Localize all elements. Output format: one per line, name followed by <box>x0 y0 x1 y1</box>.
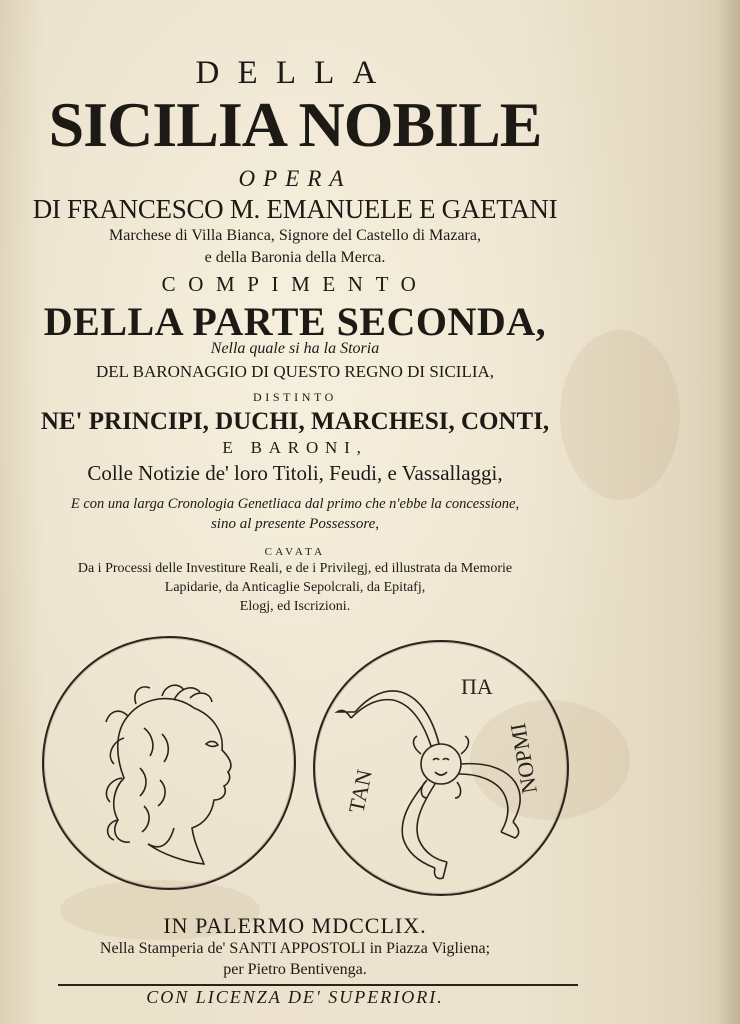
title-parte-seconda: DELLA PARTE SECONDA, <box>43 299 547 344</box>
inscription-bottom: ΝΟΡΜΙ <box>504 721 542 796</box>
description-baronaggio: DEL BARONAGGIO DI QUESTO REGNO DI SICILIA, <box>95 362 495 381</box>
inscription-left: ΤΑΝ <box>343 767 377 816</box>
notizie-line: Colle Notizie de' loro Titoli, Feudi, e Vassallaggi, <box>87 461 503 485</box>
right-medal <box>313 640 569 896</box>
sources-line-3: Elogj, ed Iscrizioni. <box>239 599 351 614</box>
profile-head-icon <box>44 638 294 888</box>
imprint-printer: Nella Stamperia de' SANTI APPOSTOLI in Piazza Vigliena; <box>99 940 491 957</box>
left-medal <box>42 636 296 890</box>
cavata-label: CAVATA <box>264 546 326 558</box>
sources-line-1: Da i Processi delle Investiture Reali, e de i Privilegj, ed illustrata da Memorie <box>77 561 513 576</box>
imprint-publisher: per Pietro Bentivenga. <box>223 961 367 978</box>
distinto-label: DISTINTO <box>253 390 337 404</box>
ranks-line: NE' PRINCIPI, DUCHI, MARCHESI, CONTI, <box>40 408 550 435</box>
divider-rule <box>58 984 578 986</box>
subtitle-opera: OPERA <box>238 166 352 191</box>
possessore-line: sino al presente Possessore, <box>210 516 380 532</box>
triskelion-icon <box>315 642 567 894</box>
title-della: DELLA <box>195 55 395 91</box>
imprint-place-date: IN PALERMO MDCCLIX. <box>163 913 427 938</box>
page-edge-shadow <box>718 0 740 1024</box>
cronologia-line: E con una larga Cronologia Genetliaca dal primo che n'ebbe la concessione, <box>70 496 520 512</box>
title-sicilia-nobile: SICILIA NOBILE <box>48 89 542 160</box>
author-titles-1: Marchese di Villa Bianca, Signore del Castello di Mazara, <box>109 227 481 244</box>
compimento-label: COMPIMENTO <box>161 272 429 296</box>
inscription-top: ΠΑ <box>461 674 493 699</box>
author-titles-2: e della Baronia della Merca. <box>204 249 386 266</box>
author-name: DI FRANCESCO M. EMANUELE E GAETANI <box>32 194 558 224</box>
licence-line: CON LICENZA DE' SUPERIORI. <box>146 987 444 1007</box>
baroni-line: E BARONI, <box>222 438 368 457</box>
sources-line-2: Lapidarie, da Anticaglie Sepolcrali, da Epitafj, <box>164 580 426 595</box>
description-storia: Nella quale si ha la Storia <box>210 340 380 357</box>
